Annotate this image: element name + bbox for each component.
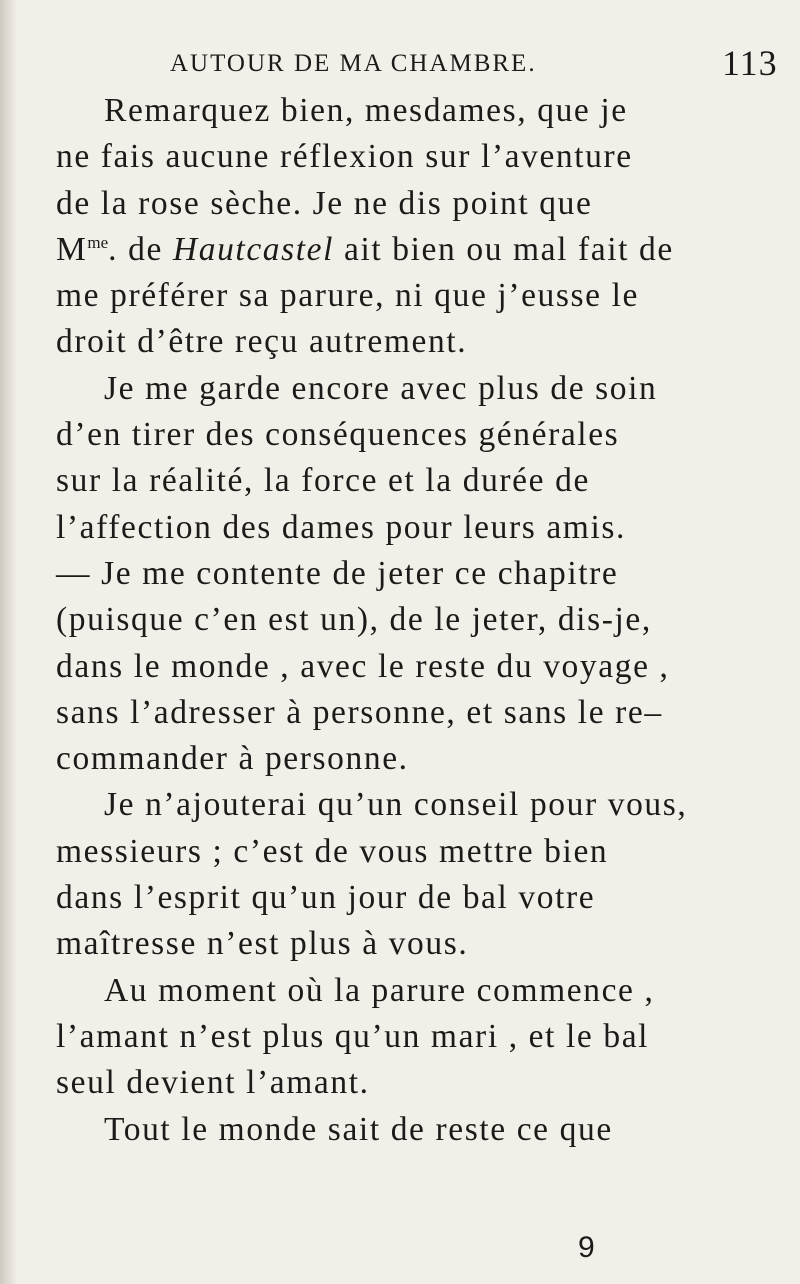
- text-line: Tout le monde sait de reste ce que: [104, 1110, 613, 1148]
- text-line: droit d’être reçu autrement.: [56, 323, 468, 361]
- text-line: d’en tirer des conséquences générales: [56, 416, 620, 454]
- page-number: 113: [722, 43, 778, 83]
- text-line: sur la réalité, la force et la durée de: [56, 462, 590, 500]
- italic-name: Hautcastel: [172, 230, 335, 268]
- text-line: Je me garde encore avec plus de soin: [104, 369, 658, 407]
- text-line: ne fais aucune réflexion sur l’aventure: [56, 138, 633, 176]
- text-line: l’affection des dames pour leurs amis.: [56, 508, 626, 546]
- text-line: dans le monde , avec le reste du voyage ,: [56, 647, 670, 685]
- text-line: l’amant n’est plus qu’un mari , et le bal: [56, 1017, 650, 1055]
- text-line: Remarquez bien, mesdames, que je: [104, 92, 628, 129]
- text-line: seul devient l’amant.: [56, 1064, 370, 1102]
- text-line-with-name: [56, 227, 786, 273]
- text-line: maîtresse n’est plus à vous.: [56, 925, 469, 963]
- text-line: dans l’esprit qu’un jour de bal votre: [56, 879, 596, 917]
- running-head: AUTOUR DE MA CHAMBRE.: [170, 50, 537, 77]
- text-line: commander à personne.: [56, 740, 409, 778]
- page-gutter-shadow: [0, 0, 16, 1284]
- text-line: me préférer sa parure, ni que j’eusse le: [56, 277, 639, 315]
- body-text: [56, 88, 786, 1153]
- page-header: [0, 43, 800, 90]
- text-line: de la rose sèche. Je ne dis point que: [56, 184, 593, 222]
- text-fragment: . de: [108, 230, 173, 268]
- honorific-superscript: me: [87, 232, 109, 252]
- text-fragment: ait bien ou mal fait de: [334, 230, 674, 268]
- text-line: Au moment où la parure commence ,: [104, 971, 655, 1009]
- signature-mark: 9: [578, 1231, 595, 1264]
- honorific-letter: M: [56, 230, 88, 268]
- text-line: — Je me contente de jeter ce chapitre: [56, 554, 619, 592]
- text-line: messieurs ; c’est de vous mettre bien: [56, 832, 609, 870]
- text-line: (puisque c’en est un), de le jeter, dis-je,: [56, 601, 652, 639]
- text-line: sans l’adresser à personne, et sans le re–: [56, 693, 663, 731]
- text-line: Je n’ajouterai qu’un conseil pour vous,: [104, 786, 688, 824]
